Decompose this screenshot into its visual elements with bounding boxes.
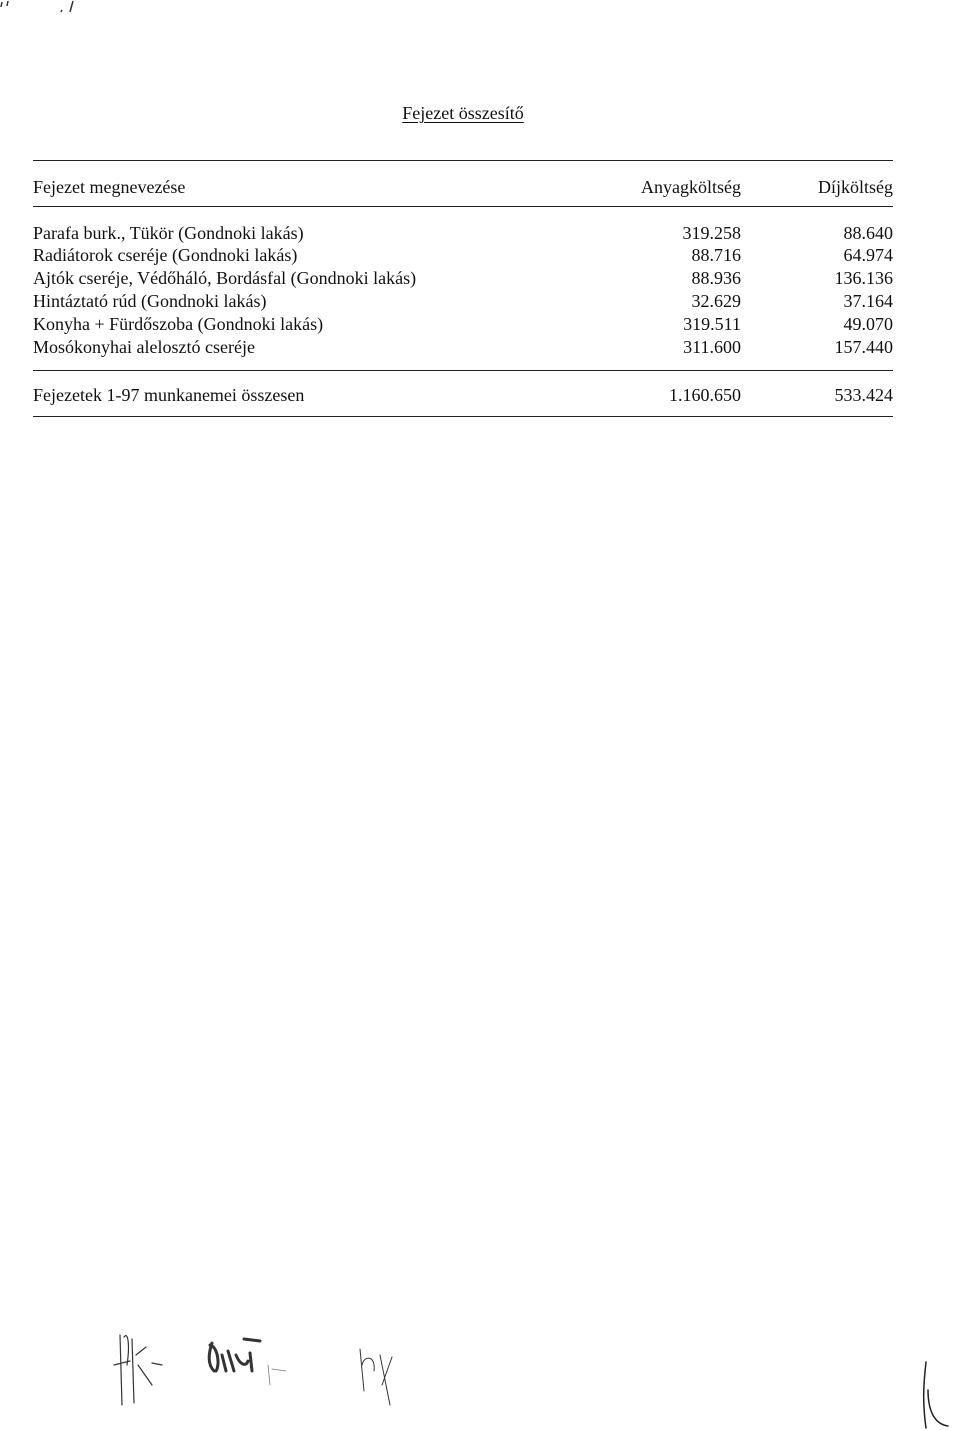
handwritten-signatures (100, 1325, 420, 1415)
row-name: Radiátorok cseréje (Gondnoki lakás) (33, 245, 298, 265)
total-fee-cost: 533.424 (834, 385, 893, 405)
table-total-row (33, 384, 893, 406)
column-header-name: Fejezet megnevezése (33, 177, 186, 197)
handwritten-initial (914, 1360, 954, 1430)
total-bottom-rule (33, 416, 893, 417)
header-bottom-rule (33, 206, 893, 207)
row-material-cost: 319.511 (683, 314, 741, 334)
row-material-cost: 311.600 (683, 337, 741, 357)
table-row (33, 336, 893, 358)
row-material-cost: 88.716 (691, 245, 741, 265)
row-fee-cost: 157.440 (834, 337, 893, 357)
header-top-rule (33, 160, 893, 161)
row-name: Hintáztató rúd (Gondnoki lakás) (33, 291, 267, 311)
page-title: Fejezet összesítő (402, 103, 524, 123)
total-material-cost: 1.160.650 (669, 385, 741, 405)
table-row (33, 244, 893, 266)
column-header-fee-cost: Díjköltség (818, 177, 893, 197)
scan-specks (0, 0, 80, 14)
table-header-row (33, 176, 893, 198)
total-name: Fejezetek 1-97 munkanemei összesen (33, 385, 305, 405)
row-fee-cost: 88.640 (843, 223, 893, 243)
row-material-cost: 319.258 (682, 223, 741, 243)
row-fee-cost: 37.164 (843, 291, 893, 311)
row-fee-cost: 49.070 (843, 314, 893, 334)
table-row (33, 313, 893, 335)
row-material-cost: 88.936 (691, 268, 741, 288)
row-name: Ajtók cseréje, Védőháló, Bordásfal (Gondnoki lakás) (33, 268, 417, 288)
row-fee-cost: 64.974 (843, 245, 893, 265)
row-name: Parafa burk., Tükör (Gondnoki lakás) (33, 223, 304, 243)
row-fee-cost: 136.136 (834, 268, 893, 288)
row-material-cost: 32.629 (691, 291, 741, 311)
table-row (33, 222, 893, 244)
row-name: Konyha + Fürdőszoba (Gondnoki lakás) (33, 314, 324, 334)
row-name: Mosókonyhai alelosztó cseréje (33, 337, 255, 357)
table-row (33, 290, 893, 312)
table-row (33, 267, 893, 289)
total-top-rule (33, 370, 893, 371)
column-header-material-cost: Anyagköltség (641, 177, 741, 197)
